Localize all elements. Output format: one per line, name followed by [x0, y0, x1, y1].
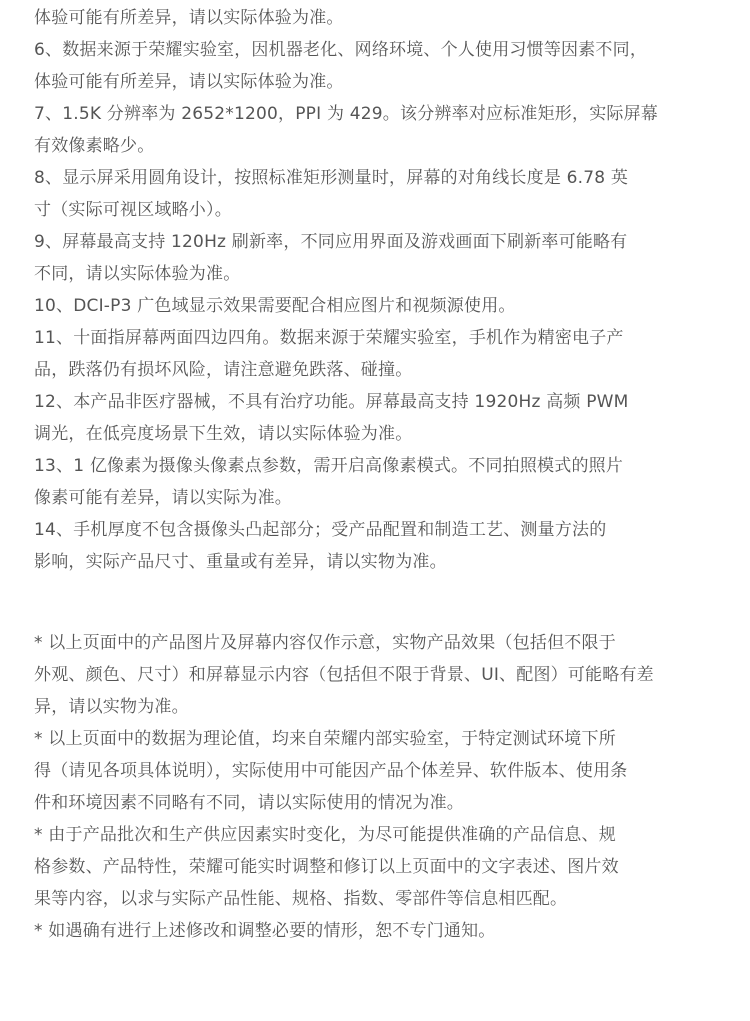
disclaimer-line: * 由于产品批次和生产供应因素实时变化，为尽可能提供准确的产品信息、规 [34, 825, 616, 845]
disclaimer-line: * 如遇确有进行上述修改和调整必要的情形，恕不专门通知。 [34, 921, 496, 941]
disclaimer-theoretical-data [34, 723, 724, 819]
note-line: 12、本产品非医疗器械，不具有治疗功能。屏幕最高支持 1920Hz 高频 PWM [34, 392, 629, 412]
disclaimer-line: 得（请见各项具体说明），实际使用中可能因产品个体差异、软件版本、使用条 [34, 761, 628, 781]
note-line: 寸（实际可视区域略小）。 [34, 200, 232, 220]
note-line: 14、手机厚度不包含摄像头凸起部分；受产品配置和制造工艺、测量方法的 [34, 520, 607, 540]
disclaimer-line: 异，请以实物为准。 [34, 697, 189, 717]
note-line: 像素可能有差异，请以实际为准。 [34, 488, 292, 508]
disclaimer-line: 外观、颜色、尺寸）和屏幕显示内容（包括但不限于背景、UI、配图）可能略有差 [34, 665, 654, 685]
note-line: 7、1.5K 分辨率为 2652*1200，PPI 为 429。该分辨率对应标准矩形，实际屏幕 [34, 104, 659, 124]
note-11 [34, 322, 724, 386]
numbered-notes [34, 2, 724, 578]
note-line: 10、DCI-P3 广色域显示效果需要配合相应图片和视频源使用。 [34, 296, 516, 316]
disclaimer-line: * 以上页面中的数据为理论值，均来自荣耀内部实验室，于特定测试环境下所 [34, 729, 616, 749]
disclaimer-no-notice [34, 915, 724, 947]
disclaimer-line: 格参数、产品特性，荣耀可能实时调整和修订以上页面中的文字表述、图片效 [34, 857, 619, 877]
note-10 [34, 290, 724, 322]
note-line: 不同，请以实际体验为准。 [34, 264, 241, 284]
note-line: 品，跌落仍有损坏风险，请注意避免跌落、碰撞。 [34, 360, 413, 380]
disclaimer-line: 件和环境因素不同略有不同，请以实际使用的情况为准。 [34, 793, 464, 813]
note-5 [34, 2, 724, 34]
note-line: 体验可能有所差异，请以实际体验为准。 [34, 8, 344, 28]
disclaimer-line: * 以上页面中的产品图片及屏幕内容仅作示意，实物产品效果（包括但不限于 [34, 633, 616, 653]
note-13 [34, 450, 724, 514]
note-line: 8、显示屏采用圆角设计，按照标准矩形测量时，屏幕的对角线长度是 6.78 英 [34, 168, 629, 188]
disclaimer-line: 果等内容，以求与实际产品性能、规格、指数、零部件等信息相匹配。 [34, 889, 568, 909]
note-7 [34, 98, 724, 162]
note-14 [34, 514, 724, 578]
note-8 [34, 162, 724, 226]
disclaimer-revisions [34, 819, 724, 915]
note-line: 11、十面指屏幕两面四边四角。数据来源于荣耀实验室，手机作为精密电子产 [34, 328, 624, 348]
note-line: 有效像素略少。 [34, 136, 155, 156]
note-line: 13、1 亿像素为摄像头像素点参数，需开启高像素模式。不同拍照模式的照片 [34, 456, 624, 476]
note-6 [34, 34, 724, 98]
note-line: 9、屏幕最高支持 120Hz 刷新率，不同应用界面及游戏画面下刷新率可能略有 [34, 232, 628, 252]
note-line: 影响，实际产品尺寸、重量或有差异，请以实物为准。 [34, 552, 447, 572]
note-line: 调光，在低亮度场景下生效，请以实际体验为准。 [34, 424, 413, 444]
disclaimer-product-images [34, 627, 724, 723]
note-line: 6、数据来源于荣耀实验室，因机器老化、网络环境、个人使用习惯等因素不同， [34, 40, 648, 60]
note-12 [34, 386, 724, 450]
note-9 [34, 226, 724, 290]
disclaimers [34, 627, 724, 947]
note-line: 体验可能有所差异，请以实际体验为准。 [34, 72, 344, 92]
